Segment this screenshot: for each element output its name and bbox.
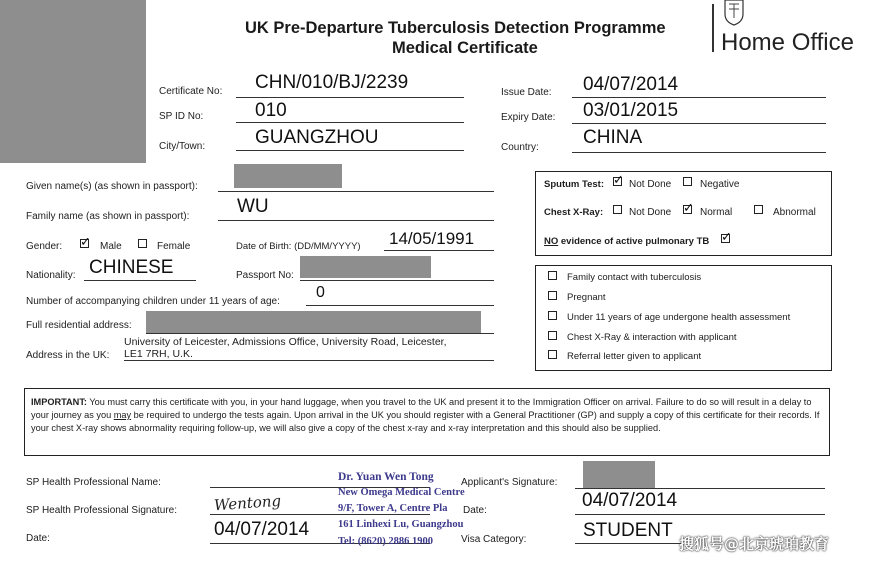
no-evidence-text: evidence of active pulmonary TB: [558, 236, 710, 247]
country-label: Country:: [501, 142, 539, 153]
stamp-line-1: Dr. Yuan Wen Tong: [338, 471, 434, 483]
sputum-test-label: Sputum Test:: [544, 179, 604, 190]
certificate-no-value: CHN/010/BJ/2239: [255, 72, 409, 93]
important-text-b: be required to undergo the tests again. Upon arrival in the UK you should register with a General Practitioner (GP) and supply a copy of this certificate for their records. If your chest X-ray shows abnormality requiring follow-up, we will also give a copy of the chest x-ray and x-ray interpretation and this should also be supplied.: [31, 410, 820, 433]
visa-category-label: Visa Category:: [461, 534, 527, 545]
handwritten-signature: Wentong: [213, 491, 282, 515]
condition-label-5: Referral letter given to applicant: [567, 351, 702, 362]
issue-date-value: 04/07/2014: [583, 74, 679, 95]
condition-checkbox-4: [548, 331, 557, 340]
condition-checkbox-3: [548, 311, 557, 320]
xray-abnormal-label: Abnormal: [773, 207, 816, 218]
sp-date-label: Date:: [26, 533, 50, 544]
issue-date-label: Issue Date:: [501, 87, 552, 98]
no-active-tb-check-icon: ✓: [721, 230, 732, 245]
sputum-not-done-label: Not Done: [629, 179, 672, 190]
stamp-line-5: Tel: (8620) 2886 1900: [338, 536, 433, 547]
condition-label-1: Family contact with tuberculosis: [567, 272, 702, 283]
redacted-photo: [0, 0, 146, 163]
sputum-not-done-check-icon: ✓: [613, 173, 624, 188]
important-notice-text: [31, 396, 826, 435]
condition-checkbox-2: [548, 291, 557, 300]
male-check-icon: ✓: [80, 235, 91, 250]
sp-date-value: 04/07/2014: [214, 519, 310, 540]
condition-checkbox-1: [548, 271, 557, 280]
sp-name-label: SP Health Professional Name:: [26, 477, 161, 488]
country-value: CHINA: [583, 127, 643, 148]
home-office-logo-text: Home Office: [721, 29, 854, 56]
redacted-given-name: [234, 164, 342, 188]
city-town-value: GUANGZHOU: [255, 127, 379, 148]
family-name-value: WU: [237, 196, 269, 217]
redacted-applicant-signature: [583, 461, 655, 488]
male-label: Male: [100, 241, 122, 252]
city-town-label: City/Town:: [159, 141, 206, 152]
female-label: Female: [157, 241, 191, 252]
applicant-date-label: Date:: [463, 505, 487, 516]
condition-checkbox-5: [548, 350, 557, 359]
condition-label-3: Under 11 years of age undergone health assessment: [567, 312, 791, 323]
applicant-signature-label: Applicant's Signature:: [461, 477, 558, 488]
sp-signature-label: SP Health Professional Signature:: [26, 505, 178, 516]
important-text-may: may: [113, 410, 132, 420]
condition-label-2: Pregnant: [567, 292, 606, 303]
gender-label: Gender:: [26, 241, 63, 252]
xray-normal-check-icon: ✓: [683, 201, 694, 216]
uk-address-line1: University of Leicester, Admissions Office, University Road, Leicester,: [124, 336, 447, 348]
nationality-value: CHINESE: [89, 257, 174, 278]
expiry-date-value: 03/01/2015: [583, 100, 679, 121]
redacted-residential-address: [146, 311, 481, 333]
sp-id-no-value: 010: [255, 100, 287, 121]
dob-value: 14/05/1991: [389, 229, 475, 248]
passport-no-label: Passport No:: [236, 270, 294, 281]
no-word: NO: [544, 236, 559, 247]
sputum-negative-label: Negative: [700, 179, 740, 190]
visa-category-value: STUDENT: [583, 520, 673, 541]
header-divider: [712, 4, 714, 52]
certificate-subtitle: Medical Certificate: [392, 39, 538, 57]
applicant-date-value: 04/07/2014: [582, 490, 678, 511]
redacted-passport-no: [300, 256, 431, 278]
important-label: IMPORTANT:: [31, 397, 87, 407]
xray-abnormal-checkbox: [754, 205, 763, 214]
children-value: 0: [316, 284, 325, 301]
given-name-label: Given name(s) (as shown in passport):: [26, 181, 198, 192]
stamp-line-3: 9/F, Tower A, Centre Pla: [338, 503, 448, 514]
xray-not-done-label: Not Done: [629, 207, 672, 218]
xray-normal-label: Normal: [700, 207, 733, 218]
dob-label: Date of Birth: (DD/MM/YYYY): [236, 241, 361, 252]
no-active-tb-label: [544, 236, 709, 247]
chest-xray-label: Chest X-Ray:: [544, 207, 604, 218]
stamp-line-4: 161 Linhexi Lu, Guangzhou: [338, 519, 464, 530]
sp-id-no-label: SP ID No:: [159, 111, 204, 122]
important-text-a: You must carry this certificate with you, in your hand luggage, when you travel to the UK and present it to the Immigration Officer on arrival. Failure to do so will result in a delay to your journey as you: [31, 397, 812, 420]
nationality-label: Nationality:: [26, 270, 76, 281]
condition-label-4: Chest X-Ray & interaction with applicant: [567, 332, 737, 343]
female-checkbox: [138, 239, 147, 248]
crest-icon: [722, 0, 746, 26]
uk-address-line2: LE1 7RH, U.K.: [124, 348, 193, 360]
sputum-negative-checkbox: [683, 177, 692, 186]
children-label: Number of accompanying children under 11 years of age:: [26, 296, 280, 307]
xray-not-done-checkbox: [613, 205, 622, 214]
expiry-date-label: Expiry Date:: [501, 112, 556, 123]
certificate-title: UK Pre-Departure Tuberculosis Detection Programme: [245, 19, 666, 37]
uk-address-label: Address in the UK:: [26, 350, 110, 361]
sohu-watermark: 搜狐号@北京琥珀教育: [679, 535, 830, 553]
certificate-no-label: Certificate No:: [159, 86, 223, 97]
residential-address-label: Full residential address:: [26, 320, 132, 331]
stamp-line-2: New Omega Medical Centre: [338, 487, 465, 498]
family-name-label: Family name (as shown in passport):: [26, 211, 190, 222]
